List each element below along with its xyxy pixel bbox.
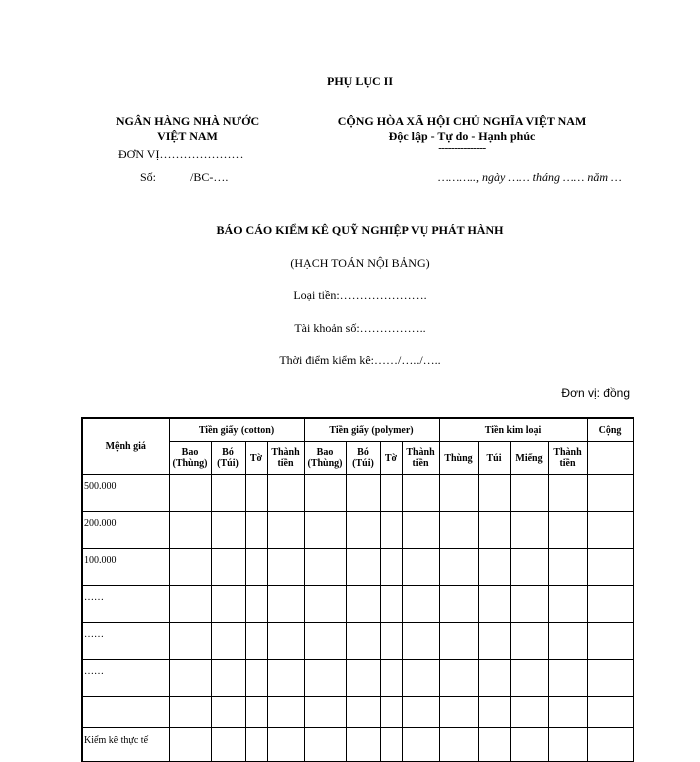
- table-row: [82, 475, 633, 512]
- table-body: [82, 475, 633, 762]
- table-cell: [478, 660, 510, 697]
- table-row: [82, 697, 633, 728]
- table-cell: [169, 697, 211, 728]
- table-cell: [402, 660, 439, 697]
- table-cell: [245, 697, 267, 728]
- table-cell: [304, 728, 346, 762]
- table-cell: [380, 728, 402, 762]
- table-cell: [304, 623, 346, 660]
- organization-name: [100, 114, 275, 144]
- table-cell: [587, 512, 633, 549]
- table-cell: [211, 728, 245, 762]
- table-cell: [510, 623, 548, 660]
- table-row: [82, 660, 633, 697]
- header-coin-amount: Thành tiền: [548, 442, 587, 475]
- header-denomination: Mệnh giá: [82, 418, 169, 475]
- table-cell: [267, 697, 304, 728]
- table-cell: [267, 549, 304, 586]
- table-cell: [82, 697, 169, 728]
- table-cell: [510, 475, 548, 512]
- table-cell: [304, 549, 346, 586]
- table-cell: [346, 475, 380, 512]
- row-denomination: ……: [82, 660, 169, 697]
- table-cell: [478, 586, 510, 623]
- appendix-label: PHỤ LỤC II: [326, 74, 393, 88]
- header-cotton-amount: Thành tiền: [267, 442, 304, 475]
- table-cell: [548, 586, 587, 623]
- check-time-field: Thời điểm kiểm kê:……/…../…..: [279, 353, 441, 367]
- table-cell: [402, 586, 439, 623]
- header-polymer-bo: Bó (Túi): [346, 442, 380, 475]
- table-cell: [304, 512, 346, 549]
- table-cell: [478, 728, 510, 762]
- table-cell: [346, 623, 380, 660]
- table-cell: [245, 623, 267, 660]
- table-cell: [304, 586, 346, 623]
- table-cell: [169, 475, 211, 512]
- table-cell: [439, 586, 478, 623]
- table-cell: [478, 549, 510, 586]
- table-cell: [169, 512, 211, 549]
- table-cell: [267, 475, 304, 512]
- table-cell: [267, 586, 304, 623]
- table-cell: [267, 728, 304, 762]
- table-cell: [439, 623, 478, 660]
- table-cell: [510, 728, 548, 762]
- header-paper-cotton: Tiền giấy (cotton): [169, 418, 304, 442]
- table-cell: [548, 475, 587, 512]
- table-cell: [304, 660, 346, 697]
- table-cell: [402, 549, 439, 586]
- header-polymer-to: Tờ: [380, 442, 402, 475]
- currency-type-field: Loại tiền:………………….: [293, 288, 427, 302]
- report-title: BÁO CÁO KIỂM KÊ QUỸ NGHIỆP VỤ PHÁT HÀNH: [216, 223, 504, 237]
- motto-divider: ---------------: [438, 142, 486, 154]
- document-number: [140, 170, 228, 185]
- table-cell: [510, 512, 548, 549]
- table-cell: [380, 475, 402, 512]
- table-cell: [439, 475, 478, 512]
- header-total: Cộng: [587, 418, 633, 442]
- table-cell: [245, 728, 267, 762]
- table-cell: [548, 623, 587, 660]
- table-cell: [439, 512, 478, 549]
- table-cell: [478, 512, 510, 549]
- table-cell: [245, 549, 267, 586]
- table-cell: [267, 623, 304, 660]
- document-number-label: Số:: [140, 170, 157, 184]
- table-cell: [587, 623, 633, 660]
- table-cell: [211, 512, 245, 549]
- organization-line-1: NGÂN HÀNG NHÀ NƯỚC: [115, 114, 260, 128]
- table-cell: [380, 697, 402, 728]
- table-cell: [587, 660, 633, 697]
- header-coin-mieng: Miếng: [510, 442, 548, 475]
- table-cell: [587, 549, 633, 586]
- table-cell: [402, 512, 439, 549]
- row-denomination: ……: [82, 623, 169, 660]
- table-cell: [439, 697, 478, 728]
- table-cell: [380, 549, 402, 586]
- national-motto: [322, 114, 602, 144]
- table-cell: [346, 697, 380, 728]
- header-cotton-bo: Bó (Túi): [211, 442, 245, 475]
- table-cell: [211, 549, 245, 586]
- organization-line-2: VIỆT NAM: [157, 129, 218, 143]
- table-cell: [211, 660, 245, 697]
- table-cell: [548, 728, 587, 762]
- table-cell: [169, 660, 211, 697]
- table-row: [82, 623, 633, 660]
- report-subtitle: (HẠCH TOÁN NỘI BẢNG): [290, 256, 430, 270]
- header-polymer-amount: Thành tiền: [402, 442, 439, 475]
- table-cell: [346, 586, 380, 623]
- table-cell: [346, 660, 380, 697]
- table-cell: [402, 697, 439, 728]
- table-cell: [587, 728, 633, 762]
- table-cell: [402, 475, 439, 512]
- table-cell: [587, 475, 633, 512]
- table-cell: [380, 623, 402, 660]
- document-number-value: /BC-….: [190, 170, 229, 184]
- table-cell: [169, 586, 211, 623]
- country-name: CỘNG HÒA XÃ HỘI CHỦ NGHĨA VIỆT NAM: [337, 114, 587, 128]
- table-cell: [478, 697, 510, 728]
- table-cell: [267, 512, 304, 549]
- table-cell: [346, 549, 380, 586]
- row-denomination: 500.000: [82, 475, 169, 512]
- table-cell: [548, 697, 587, 728]
- table-cell: [169, 549, 211, 586]
- table-cell: [548, 660, 587, 697]
- header-coin-tui: Túi: [478, 442, 510, 475]
- table-cell: [304, 697, 346, 728]
- table-cell: [439, 728, 478, 762]
- table-cell: [439, 660, 478, 697]
- table-cell: [439, 549, 478, 586]
- table-cell: [510, 549, 548, 586]
- table-cell: [478, 475, 510, 512]
- table-cell: [304, 475, 346, 512]
- header-paper-polymer: Tiền giấy (polymer): [304, 418, 439, 442]
- motto: Độc lập - Tự do - Hạnh phúc: [388, 129, 536, 143]
- table-cell: [478, 623, 510, 660]
- table-cell: [245, 512, 267, 549]
- table-cell: [245, 660, 267, 697]
- date-line: ……….., ngày …… tháng …… năm …: [438, 170, 622, 184]
- header-total-blank: [587, 442, 633, 475]
- table-cell: [245, 475, 267, 512]
- header-coin-thung: Thùng: [439, 442, 478, 475]
- table-cell: [587, 586, 633, 623]
- table-cell: [169, 623, 211, 660]
- table-cell: [211, 475, 245, 512]
- table-row: [82, 512, 633, 549]
- table-cell: [510, 697, 548, 728]
- header-cotton-to: Tờ: [245, 442, 267, 475]
- table-cell: [346, 512, 380, 549]
- table-row: [82, 586, 633, 623]
- unit-field: ĐƠN VỊ…………………: [118, 147, 244, 161]
- table-cell: [346, 728, 380, 762]
- table-cell: [587, 697, 633, 728]
- header-polymer-bao: Bao (Thùng): [304, 442, 346, 475]
- table-cell: [211, 697, 245, 728]
- table-cell: [380, 586, 402, 623]
- table-cell: [402, 728, 439, 762]
- table-cell: [211, 586, 245, 623]
- table-cell: [402, 623, 439, 660]
- account-number-field: Tài khoản số:……………..: [294, 321, 426, 335]
- table-cell: [510, 660, 548, 697]
- table-row-footer: [82, 728, 633, 762]
- table-cell: [267, 660, 304, 697]
- header-cotton-bao: Bao (Thùng): [169, 442, 211, 475]
- table-cell: [510, 586, 548, 623]
- row-denomination: 100.000: [82, 549, 169, 586]
- table-cell: [211, 623, 245, 660]
- footer-label: Kiểm kê thực tế: [82, 728, 169, 762]
- table-cell: [245, 586, 267, 623]
- row-denomination: ……: [82, 586, 169, 623]
- table-cell: [380, 660, 402, 697]
- table-cell: [169, 728, 211, 762]
- table-cell: [548, 549, 587, 586]
- table-row: [82, 549, 633, 586]
- table-cell: [380, 512, 402, 549]
- table-cell: [548, 512, 587, 549]
- row-denomination: 200.000: [82, 512, 169, 549]
- currency-unit-note: Đơn vị: đồng: [561, 386, 630, 400]
- inventory-table: [81, 417, 634, 762]
- header-coin: Tiền kim loại: [439, 418, 587, 442]
